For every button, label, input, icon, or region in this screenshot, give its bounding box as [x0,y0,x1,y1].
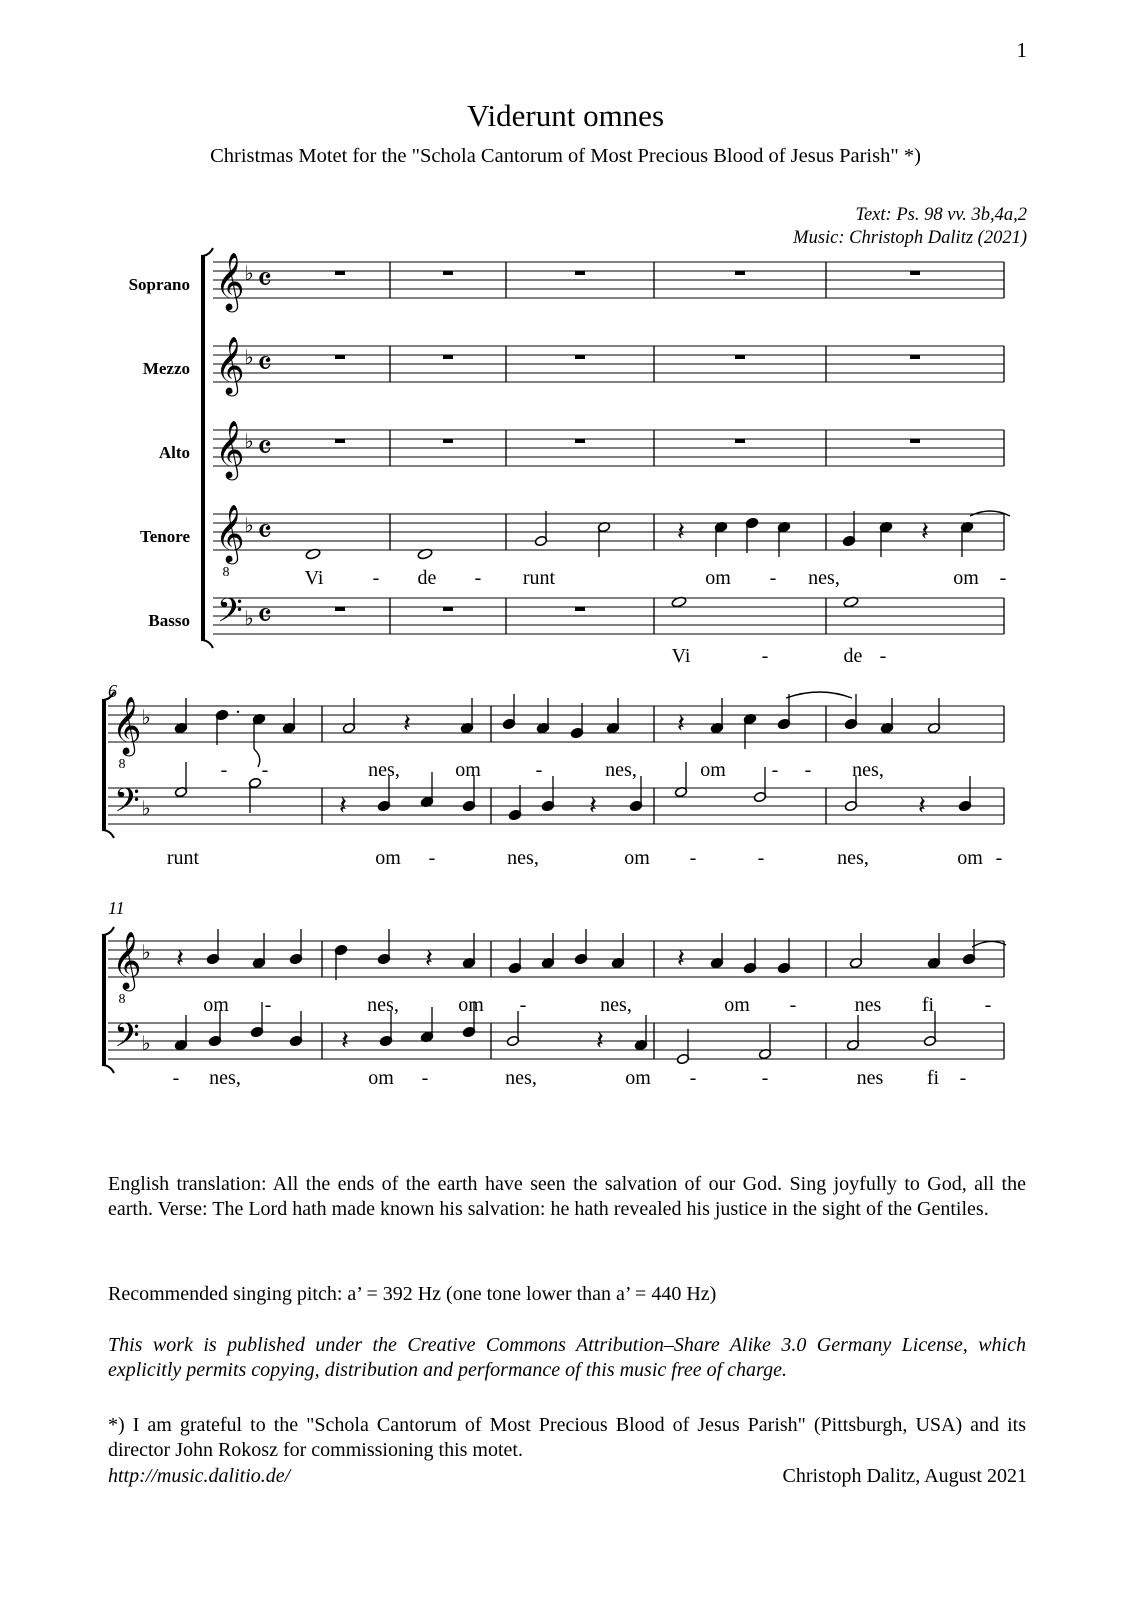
lyric-syllable: om [724,994,750,1016]
lyric-syllable: - [220,759,228,781]
lyric-syllable: - [372,567,380,589]
lyric-syllable: nes, [600,994,632,1016]
flat-icon: ♭ [141,1033,151,1055]
piece-subtitle: Christmas Motet for the "Schola Cantorum of Most Precious Blood of Jesus Parish" *) [210,145,921,167]
treble-clef-icon: 𝄞 [215,337,245,393]
whole-rest-icon [910,439,920,443]
common-time-icon: 𝄴 [257,430,273,467]
flat-icon: ♭ [244,431,254,453]
whole-rest-icon [735,355,745,359]
lyric-syllable: - [519,994,527,1016]
flat-icon: ♭ [141,798,151,820]
pitch-note: Recommended singing pitch: a’ = 392 Hz (one tone lower than a’ = 440 Hz) [108,1283,717,1305]
lyric-syllable: - [757,847,765,869]
quarter-rest-icon: 𝄽 [403,709,411,738]
whole-rest-icon [335,271,345,275]
website-url: http://music.dalitio.de/ [108,1465,291,1487]
lyric-syllable: - [421,1067,429,1089]
lyric-syllable: fi [921,994,935,1016]
whole-rest-icon [335,607,345,611]
quarter-rest-icon: 𝄽 [921,517,929,546]
lyric-syllable: runt [522,567,556,589]
whole-rest-icon [443,355,453,359]
dot-icon: . [235,696,241,718]
lyric-syllable: - [761,645,769,667]
tie [972,941,1006,947]
lyric-syllable: nes, [852,759,884,781]
whole-rest-icon [910,271,920,275]
lyric-syllable: nes, [368,759,400,781]
octave-mark: 8 [222,565,230,580]
flat-icon: ♭ [244,515,254,537]
bracket-end [201,640,213,648]
quarter-rest-icon: 𝄽 [677,944,685,973]
flat-icon: ♭ [141,942,151,964]
whole-rest-icon [575,355,585,359]
lyric-syllable: om [624,847,650,869]
lyric-syllable: - [984,994,992,1016]
lyric-syllable: om [957,847,983,869]
piece-title: Viderunt omnes [466,98,665,133]
measure-number: 6 [108,681,117,701]
whole-rest-icon [575,607,585,611]
lyric-syllable: Vi [304,567,324,589]
lyric-syllable: - [804,759,812,781]
octave-mark: 8 [118,757,126,772]
lyric-syllable: de [843,645,863,667]
bracket-end [201,248,213,256]
lyric-syllable: nes [856,1067,884,1089]
common-time-icon: 𝄴 [257,514,273,551]
lyric-syllable: om [458,994,484,1016]
flat-icon: ♭ [244,608,254,630]
tie [786,692,852,698]
quarter-rest-icon: 𝄽 [677,517,685,546]
lyric-syllable: om [953,567,979,589]
voice-label: Soprano [128,275,190,294]
bracket-end [102,830,114,838]
common-time-icon: 𝄴 [257,598,273,635]
measure-number: 11 [108,898,125,918]
whole-rest-icon [735,439,745,443]
whole-rest-icon [575,271,585,275]
octave-mark: 8 [118,992,126,1007]
lyric-syllable: fi [926,1067,940,1089]
lyric-syllable: om [368,1067,394,1089]
lyric-syllable: nes, [837,847,869,869]
lyric-syllable: nes, [808,567,840,589]
quarter-rest-icon: 𝄽 [176,944,184,973]
common-time-icon: 𝄴 [257,346,273,383]
quarter-rest-icon: 𝄽 [341,1026,349,1055]
lyric-syllable: nes, [605,759,637,781]
lyric-syllable: nes, [505,1067,537,1089]
lyric-syllable: - [261,759,269,781]
lyric-syllable: om [700,759,726,781]
lyric-syllable: - [999,567,1007,589]
lyric-syllable: - [689,847,697,869]
lyric-syllable: - [879,645,887,667]
lyric-syllable: nes [854,994,882,1016]
lyric-syllable: - [264,994,272,1016]
lyric-syllable: - [769,567,777,589]
bass-clef-icon: 𝄢 [114,1017,140,1062]
flat-icon: ♭ [141,707,151,729]
bass-clef-icon: 𝄢 [114,782,140,827]
lyric-syllable: - [689,1067,697,1089]
english-translation: English translation: All the ends of the earth have seen the salvation of our God. Sing joyfully to God, all the earth. Verse: The Lord hath made known his salvation: he hath revealed his justice in the sight of the Gentiles. [108,1173,1026,1220]
whole-rest-icon [910,355,920,359]
quarter-rest-icon: 𝄽 [596,1026,604,1055]
lyric-syllable: nes, [507,847,539,869]
lyric-syllable: om [375,847,401,869]
whole-rest-icon [735,271,745,275]
lyric-syllable: - [535,759,543,781]
whole-rest-icon [443,439,453,443]
lyric-syllable: nes, [209,1067,241,1089]
lyric-syllable: - [959,1067,967,1089]
lyric-syllable: - [172,1067,180,1089]
lyric-syllable: de [417,567,437,589]
footnote: *) I am grateful to the "Schola Cantorum of Most Precious Blood of Jesus Parish" (Pittsburgh, USA) and its director John Rokosz for commissioning this motet. [108,1414,1026,1461]
voice-label: Basso [148,611,190,630]
whole-rest-icon [575,439,585,443]
lyric-syllable: - [761,1067,769,1089]
lyric-syllable: nes, [367,994,399,1016]
text-credit: Text: Ps. 98 vv. 3b,4a,2 [855,205,1027,225]
lyric-syllable: om [705,567,731,589]
whole-rest-icon [335,439,345,443]
whole-rest-icon [443,607,453,611]
music-credit: Music: Christoph Dalitz (2021) [793,228,1027,248]
quarter-rest-icon: 𝄽 [918,791,926,820]
treble-clef-icon: 𝄞 [112,697,142,753]
page-number: 1 [1016,38,1027,62]
voice-label: Tenore [139,527,190,546]
treble-clef-icon: 𝄞 [215,505,245,561]
treble-clef-icon: 𝄞 [112,932,142,988]
treble-clef-icon: 𝄞 [215,421,245,477]
voice-label: Mezzo [142,359,190,378]
signature: Christoph Dalitz, August 2021 [782,1465,1027,1487]
common-time-icon: 𝄴 [257,262,273,299]
whole-rest-icon [443,271,453,275]
lyric-syllable: - [474,567,482,589]
voice-label: Alto [158,443,190,462]
flat-icon: ♭ [244,263,254,285]
lyric-syllable: om [203,994,229,1016]
lyric-syllable: om [455,759,481,781]
lyric-syllable: om [625,1067,651,1089]
bass-clef-icon: 𝄢 [217,592,243,637]
quarter-rest-icon: 𝄽 [339,791,347,820]
whole-rest-icon [335,355,345,359]
license-notice: This work is published under the Creative Commons Attribution–Share Alike 3.0 Germany License, which explicitly permits copying, distribution and performance of this music free of charge. [108,1334,1026,1381]
lyric-syllable: - [995,847,1003,869]
treble-clef-icon: 𝄞 [215,253,245,309]
note-flag [254,749,260,767]
flat-icon: ♭ [244,347,254,369]
lyric-syllable: runt [166,847,200,869]
bracket-end [102,1065,114,1073]
lyric-syllable: - [428,847,436,869]
quarter-rest-icon: 𝄽 [677,709,685,738]
quarter-rest-icon: 𝄽 [425,944,433,973]
lyric-syllable: - [771,759,779,781]
lyric-syllable: - [789,994,797,1016]
lyric-syllable: Vi [671,645,691,667]
quarter-rest-icon: 𝄽 [589,791,597,820]
